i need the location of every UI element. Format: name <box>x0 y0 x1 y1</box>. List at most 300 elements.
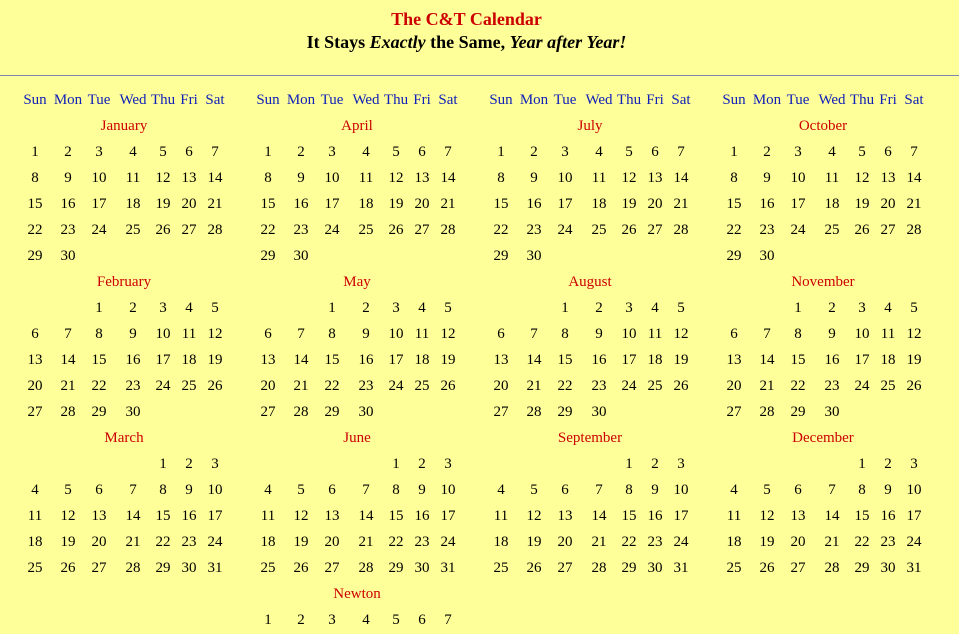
date-cell: 6 <box>418 144 426 160</box>
date-cell: 24 <box>440 534 456 550</box>
date-cell: 28 <box>526 404 542 420</box>
date-cell: 21 <box>60 378 76 394</box>
date-cell: 3 <box>328 144 336 160</box>
date-cell: 1 <box>497 144 505 160</box>
date-cell: 23 <box>181 534 197 550</box>
date-cell: 29 <box>726 248 742 264</box>
date-cell: 24 <box>673 534 689 550</box>
month-label-september: September <box>557 430 623 446</box>
date-cell: 5 <box>530 482 538 498</box>
subtitle-emphasis-exactly: Exactly <box>369 32 426 52</box>
date-cell: 18 <box>358 196 374 212</box>
date-cell: 19 <box>673 352 689 368</box>
date-cell: 17 <box>557 196 573 212</box>
date-cell: 1 <box>31 144 39 160</box>
date-cell: 9 <box>763 170 771 186</box>
date-cell: 12 <box>854 170 870 186</box>
date-cell: 21 <box>293 378 309 394</box>
date-cell: 20 <box>647 196 663 212</box>
date-cell: 28 <box>440 222 456 238</box>
date-cell: 4 <box>129 144 137 160</box>
date-cell: 26 <box>155 222 171 238</box>
date-cell: 25 <box>125 222 141 238</box>
date-cell: 6 <box>497 326 505 342</box>
date-cell: 19 <box>293 534 309 550</box>
day-header-thu: Thu <box>150 92 176 108</box>
date-cell: 8 <box>497 170 505 186</box>
date-cell: 13 <box>27 352 43 368</box>
date-cell: 27 <box>91 560 107 576</box>
date-cell: 4 <box>497 482 505 498</box>
date-cell: 27 <box>790 560 806 576</box>
date-cell: 17 <box>91 196 107 212</box>
date-cell: 2 <box>828 300 836 316</box>
day-header-mon: Mon <box>53 92 83 108</box>
date-cell: 7 <box>910 144 918 160</box>
date-cell: 21 <box>358 534 374 550</box>
date-cell: 12 <box>759 508 775 524</box>
date-cell: 27 <box>493 404 509 420</box>
day-header-sat: Sat <box>205 92 225 108</box>
date-cell: 8 <box>858 482 866 498</box>
month-label-august: August <box>568 274 612 290</box>
date-cell: 16 <box>293 196 309 212</box>
date-cell: 8 <box>264 170 272 186</box>
date-cell: 29 <box>854 560 870 576</box>
date-cell: 5 <box>763 482 771 498</box>
date-cell: 30 <box>591 404 607 420</box>
date-cell: 15 <box>260 196 276 212</box>
date-cell: 7 <box>763 326 771 342</box>
date-cell: 2 <box>129 300 137 316</box>
date-cell: 12 <box>388 170 404 186</box>
date-cell: 3 <box>794 144 802 160</box>
date-cell: 22 <box>27 222 43 238</box>
date-cell: 2 <box>530 144 538 160</box>
date-cell: 27 <box>726 404 742 420</box>
month-label-june: June <box>343 430 371 446</box>
month-label-december: December <box>792 430 854 446</box>
date-cell: 23 <box>60 222 76 238</box>
date-cell: 19 <box>854 196 870 212</box>
date-cell: 18 <box>493 534 509 550</box>
date-cell: 11 <box>27 508 43 524</box>
date-cell: 21 <box>591 534 607 550</box>
date-cell: 18 <box>591 196 607 212</box>
date-cell: 24 <box>906 534 922 550</box>
date-cell: 7 <box>362 482 370 498</box>
date-cell: 9 <box>129 326 137 342</box>
date-cell: 27 <box>557 560 573 576</box>
date-cell: 12 <box>207 326 223 342</box>
date-cell: 14 <box>824 508 840 524</box>
date-cell: 6 <box>264 326 272 342</box>
date-cell: 2 <box>763 144 771 160</box>
month-label-newton: Newton <box>333 586 381 602</box>
date-cell: 16 <box>526 196 542 212</box>
date-cell: 17 <box>790 196 806 212</box>
date-cell: 3 <box>159 300 167 316</box>
date-cell: 2 <box>418 456 426 472</box>
date-cell: 11 <box>824 170 840 186</box>
date-cell: 24 <box>91 222 107 238</box>
date-cell: 21 <box>526 378 542 394</box>
date-cell: 4 <box>828 144 836 160</box>
date-cell: 31 <box>207 560 223 576</box>
date-cell: 17 <box>673 508 689 524</box>
date-cell: 18 <box>824 196 840 212</box>
date-cell: 7 <box>444 144 452 160</box>
date-cell: 23 <box>647 534 663 550</box>
date-cell: 21 <box>440 196 456 212</box>
date-cell: 18 <box>125 196 141 212</box>
date-cell: 10 <box>854 326 870 342</box>
day-header-sat: Sat <box>438 92 458 108</box>
date-cell: 21 <box>906 196 922 212</box>
date-cell: 16 <box>759 196 775 212</box>
date-cell: 11 <box>358 170 374 186</box>
date-cell: 26 <box>207 378 223 394</box>
date-cell: 26 <box>440 378 456 394</box>
date-cell: 15 <box>493 196 509 212</box>
day-header-wed: Wed <box>352 92 380 108</box>
day-header-thu: Thu <box>383 92 409 108</box>
date-cell: 5 <box>392 612 400 628</box>
date-cell: 4 <box>884 300 892 316</box>
month-label-march: March <box>104 430 144 446</box>
date-cell: 17 <box>207 508 223 524</box>
date-cell: 17 <box>854 352 870 368</box>
date-cell: 16 <box>125 352 141 368</box>
date-cell: 10 <box>91 170 107 186</box>
date-cell: 24 <box>155 378 171 394</box>
date-cell: 10 <box>440 482 456 498</box>
date-cell: 10 <box>207 482 223 498</box>
date-cell: 13 <box>726 352 742 368</box>
date-cell: 5 <box>211 300 219 316</box>
date-cell: 29 <box>493 248 509 264</box>
date-cell: 21 <box>759 378 775 394</box>
month-label-july: July <box>577 118 603 134</box>
date-cell: 8 <box>328 326 336 342</box>
month-label-february: February <box>96 274 152 290</box>
date-cell: 1 <box>730 144 738 160</box>
date-cell: 8 <box>31 170 39 186</box>
date-cell: 8 <box>95 326 103 342</box>
date-cell: 10 <box>790 170 806 186</box>
date-cell: 14 <box>358 508 374 524</box>
date-cell: 13 <box>324 508 340 524</box>
date-cell: 8 <box>392 482 400 498</box>
date-cell: 22 <box>155 534 171 550</box>
date-cell: 6 <box>31 326 39 342</box>
date-cell: 30 <box>358 404 374 420</box>
date-cell: 26 <box>854 222 870 238</box>
day-header-thu: Thu <box>849 92 875 108</box>
date-cell: 30 <box>125 404 141 420</box>
date-cell: 18 <box>880 352 896 368</box>
date-cell: 18 <box>414 352 430 368</box>
date-cell: 24 <box>854 378 870 394</box>
date-cell: 14 <box>293 352 309 368</box>
date-cell: 6 <box>328 482 336 498</box>
header-divider <box>0 75 959 76</box>
date-cell: 4 <box>651 300 659 316</box>
date-cell: 26 <box>621 222 637 238</box>
day-header-tue: Tue <box>786 92 810 108</box>
date-cell: 15 <box>621 508 637 524</box>
date-cell: 15 <box>27 196 43 212</box>
date-cell: 3 <box>328 612 336 628</box>
date-cell: 17 <box>440 508 456 524</box>
date-cell: 3 <box>211 456 219 472</box>
date-cell: 28 <box>125 560 141 576</box>
date-cell: 11 <box>647 326 663 342</box>
date-cell: 6 <box>884 144 892 160</box>
date-cell: 14 <box>673 170 689 186</box>
date-cell: 30 <box>181 560 197 576</box>
date-cell: 7 <box>595 482 603 498</box>
date-cell: 6 <box>730 326 738 342</box>
date-cell: 20 <box>181 196 197 212</box>
date-cell: 30 <box>293 248 309 264</box>
date-cell: 25 <box>358 222 374 238</box>
date-cell: 30 <box>647 560 663 576</box>
date-cell: 29 <box>790 404 806 420</box>
date-cell: 30 <box>880 560 896 576</box>
date-cell: 3 <box>561 144 569 160</box>
date-cell: 11 <box>260 508 276 524</box>
date-cell: 25 <box>493 560 509 576</box>
date-cell: 26 <box>906 378 922 394</box>
date-cell: 11 <box>125 170 141 186</box>
month-label-april: April <box>341 118 373 134</box>
date-cell: 9 <box>362 326 370 342</box>
date-cell: 18 <box>181 352 197 368</box>
day-header-sun: Sun <box>722 92 746 108</box>
date-cell: 10 <box>388 326 404 342</box>
date-cell: 26 <box>60 560 76 576</box>
date-cell: 18 <box>27 534 43 550</box>
date-cell: 24 <box>790 222 806 238</box>
date-cell: 22 <box>790 378 806 394</box>
date-cell: 17 <box>906 508 922 524</box>
date-cell: 11 <box>414 326 430 342</box>
date-cell: 15 <box>324 352 340 368</box>
date-cell: 2 <box>297 612 305 628</box>
date-cell: 21 <box>673 196 689 212</box>
date-cell: 5 <box>297 482 305 498</box>
date-cell: 13 <box>557 508 573 524</box>
date-cell: 20 <box>91 534 107 550</box>
date-cell: 4 <box>31 482 39 498</box>
day-header-sun: Sun <box>489 92 513 108</box>
date-cell: 18 <box>260 534 276 550</box>
date-cell: 1 <box>95 300 103 316</box>
date-cell: 19 <box>207 352 223 368</box>
date-cell: 27 <box>880 222 896 238</box>
date-cell: 30 <box>60 248 76 264</box>
date-cell: 23 <box>526 222 542 238</box>
date-cell: 23 <box>125 378 141 394</box>
date-cell: 16 <box>60 196 76 212</box>
date-cell: 13 <box>647 170 663 186</box>
date-cell: 27 <box>260 404 276 420</box>
date-cell: 23 <box>880 534 896 550</box>
date-cell: 1 <box>328 300 336 316</box>
date-cell: 1 <box>264 144 272 160</box>
date-cell: 2 <box>185 456 193 472</box>
date-cell: 30 <box>759 248 775 264</box>
date-cell: 13 <box>260 352 276 368</box>
date-cell: 2 <box>595 300 603 316</box>
date-cell: 28 <box>824 560 840 576</box>
date-cell: 29 <box>155 560 171 576</box>
date-cell: 7 <box>297 326 305 342</box>
date-cell: 22 <box>621 534 637 550</box>
date-cell: 16 <box>880 508 896 524</box>
date-cell: 27 <box>414 222 430 238</box>
date-cell: 16 <box>647 508 663 524</box>
date-cell: 25 <box>181 378 197 394</box>
day-header-thu: Thu <box>616 92 642 108</box>
day-header-mon: Mon <box>752 92 782 108</box>
day-header-tue: Tue <box>553 92 577 108</box>
date-cell: 5 <box>625 144 633 160</box>
date-cell: 18 <box>726 534 742 550</box>
date-cell: 20 <box>790 534 806 550</box>
date-cell: 22 <box>260 222 276 238</box>
subtitle-part-1: It Stays <box>306 32 370 52</box>
date-cell: 10 <box>557 170 573 186</box>
date-cell: 25 <box>414 378 430 394</box>
date-cell: 15 <box>557 352 573 368</box>
date-cell: 28 <box>906 222 922 238</box>
date-cell: 24 <box>388 378 404 394</box>
date-cell: 2 <box>884 456 892 472</box>
date-cell: 22 <box>854 534 870 550</box>
date-cell: 14 <box>759 352 775 368</box>
date-cell: 23 <box>759 222 775 238</box>
date-cell: 18 <box>647 352 663 368</box>
date-cell: 20 <box>726 378 742 394</box>
date-cell: 12 <box>526 508 542 524</box>
date-cell: 7 <box>129 482 137 498</box>
date-cell: 7 <box>211 144 219 160</box>
date-cell: 13 <box>414 170 430 186</box>
date-cell: 24 <box>557 222 573 238</box>
date-cell: 9 <box>64 170 72 186</box>
date-cell: 19 <box>906 352 922 368</box>
subtitle-part-3: the Same, <box>425 32 510 52</box>
day-header-tue: Tue <box>320 92 344 108</box>
date-cell: 7 <box>530 326 538 342</box>
date-cell: 19 <box>759 534 775 550</box>
date-cell: 1 <box>561 300 569 316</box>
date-cell: 15 <box>388 508 404 524</box>
date-cell: 17 <box>155 352 171 368</box>
date-cell: 29 <box>557 404 573 420</box>
date-cell: 7 <box>828 482 836 498</box>
date-cell: 26 <box>759 560 775 576</box>
date-cell: 2 <box>362 300 370 316</box>
date-cell: 25 <box>880 378 896 394</box>
date-cell: 4 <box>730 482 738 498</box>
day-header-mon: Mon <box>519 92 549 108</box>
date-cell: 14 <box>125 508 141 524</box>
date-cell: 23 <box>591 378 607 394</box>
date-cell: 28 <box>293 404 309 420</box>
day-header-fri: Fri <box>413 92 431 108</box>
date-cell: 21 <box>125 534 141 550</box>
date-cell: 14 <box>440 170 456 186</box>
date-cell: 2 <box>651 456 659 472</box>
date-cell: 6 <box>95 482 103 498</box>
date-cell: 10 <box>324 170 340 186</box>
month-label-november: November <box>791 274 855 290</box>
date-cell: 25 <box>260 560 276 576</box>
date-cell: 27 <box>27 404 43 420</box>
date-cell: 11 <box>726 508 742 524</box>
date-cell: 27 <box>324 560 340 576</box>
date-cell: 3 <box>444 456 452 472</box>
date-cell: 16 <box>824 352 840 368</box>
date-cell: 25 <box>726 560 742 576</box>
date-cell: 15 <box>854 508 870 524</box>
date-cell: 9 <box>530 170 538 186</box>
date-cell: 28 <box>759 404 775 420</box>
date-cell: 8 <box>561 326 569 342</box>
day-header-sun: Sun <box>23 92 47 108</box>
date-cell: 30 <box>414 560 430 576</box>
date-cell: 27 <box>647 222 663 238</box>
date-cell: 12 <box>906 326 922 342</box>
date-cell: 20 <box>324 534 340 550</box>
date-cell: 25 <box>591 222 607 238</box>
date-cell: 29 <box>324 404 340 420</box>
date-cell: 14 <box>60 352 76 368</box>
date-cell: 26 <box>293 560 309 576</box>
date-cell: 6 <box>185 144 193 160</box>
date-cell: 6 <box>794 482 802 498</box>
date-cell: 10 <box>621 326 637 342</box>
date-cell: 2 <box>297 144 305 160</box>
date-cell: 11 <box>181 326 197 342</box>
date-cell: 1 <box>264 612 272 628</box>
day-header-fri: Fri <box>879 92 897 108</box>
date-cell: 7 <box>677 144 685 160</box>
date-cell: 25 <box>647 378 663 394</box>
date-cell: 30 <box>526 248 542 264</box>
date-cell: 7 <box>64 326 72 342</box>
page-subtitle <box>0 32 933 53</box>
date-cell: 23 <box>414 534 430 550</box>
date-cell: 23 <box>824 378 840 394</box>
date-cell: 13 <box>880 170 896 186</box>
date-cell: 8 <box>730 170 738 186</box>
date-cell: 5 <box>858 144 866 160</box>
day-header-fri: Fri <box>180 92 198 108</box>
date-cell: 16 <box>358 352 374 368</box>
date-cell: 13 <box>181 170 197 186</box>
date-cell: 20 <box>27 378 43 394</box>
date-cell: 20 <box>414 196 430 212</box>
date-cell: 14 <box>591 508 607 524</box>
date-cell: 23 <box>358 378 374 394</box>
date-cell: 10 <box>673 482 689 498</box>
date-cell: 22 <box>388 534 404 550</box>
date-cell: 5 <box>444 300 452 316</box>
